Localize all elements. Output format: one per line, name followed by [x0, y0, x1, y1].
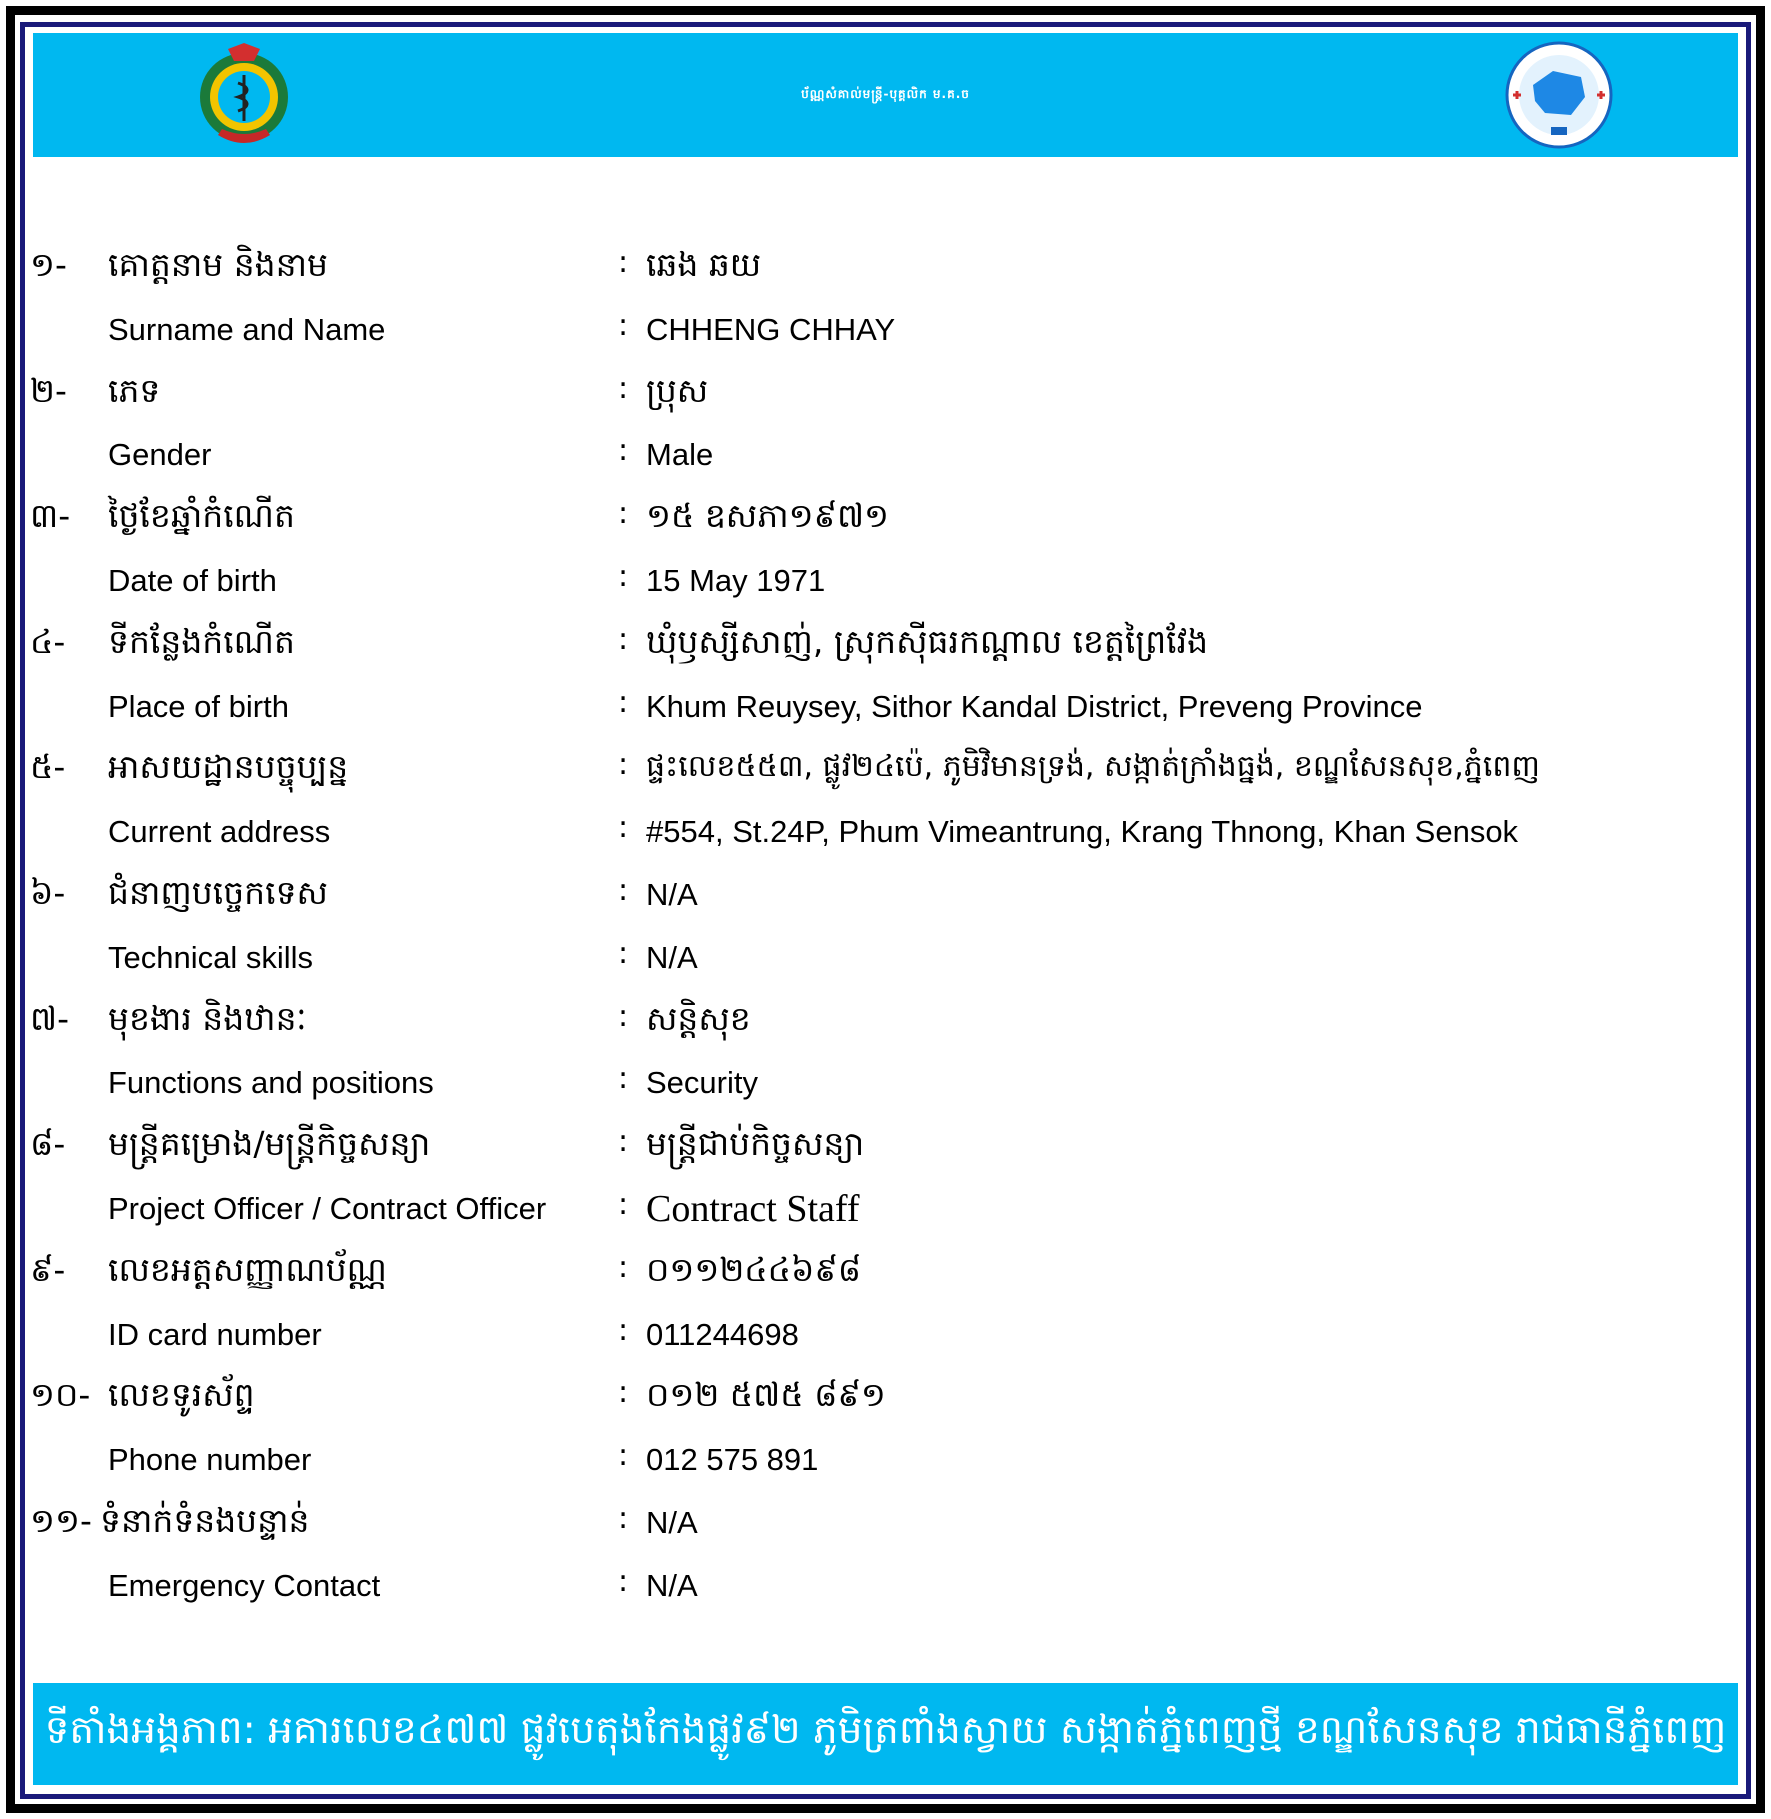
cnm-circular-logo-icon — [1505, 41, 1613, 149]
field-row-gender-en — [0, 433, 1771, 496]
field-value-en: Security — [646, 1065, 758, 1101]
field-row-address-en — [0, 810, 1771, 873]
field-row-birthplace-kh — [0, 622, 1771, 685]
field-label-kh: អាសយដ្ឋានបច្ចុប្បន្ន — [108, 747, 349, 787]
field-label-en: Project Officer / Contract Officer — [108, 1190, 547, 1226]
field-row-phone-en — [0, 1438, 1771, 1501]
field-value-kh: N/A — [646, 876, 698, 912]
colon: : — [618, 1312, 629, 1348]
field-value-kh: ០១១២៤៤៦៩៨ — [646, 1249, 862, 1289]
colon: : — [618, 621, 629, 657]
field-value-en: 011244698 — [646, 1316, 799, 1352]
colon: : — [618, 998, 629, 1034]
colon: : — [618, 1249, 629, 1285]
field-label-en: Place of birth — [108, 688, 289, 724]
field-row-emergency-kh — [0, 1501, 1771, 1564]
field-number: ១០- — [30, 1375, 91, 1415]
field-label-en: Gender — [108, 437, 212, 473]
field-value-kh: ឆេង ឆយ — [646, 245, 762, 284]
field-value-kh: ប្រុស — [646, 370, 709, 410]
employee-fields — [0, 245, 1771, 1627]
field-label-kh: ទីកន្លែងកំណើត — [108, 621, 295, 661]
field-value-en: #554, St.24P, Phum Vimeantrung, Krang Thnong, Khan Sensok — [646, 814, 1519, 850]
field-value-en: Male — [646, 437, 714, 473]
field-label-kh: គោត្តនាម និងនាម — [108, 245, 328, 284]
colon: : — [618, 496, 629, 532]
field-value-en: 012 575 891 — [646, 1442, 819, 1478]
field-label-en: Date of birth — [108, 562, 277, 598]
field-row-position-en — [0, 1061, 1771, 1124]
field-number: ៤- — [30, 621, 66, 661]
field-label-kh: ភេទ — [108, 370, 161, 410]
colon: : — [618, 810, 629, 846]
field-label-en: Emergency Contact — [108, 1567, 381, 1603]
field-row-dob-kh — [0, 496, 1771, 559]
field-number: ៣- — [30, 496, 71, 536]
field-label-en: Surname and Name — [108, 311, 386, 347]
office-address: ទីតាំងអង្គភាព: អគារលេខ៤៧៧ ផ្លូវបេតុងកែងផ្លូវ៩២ ភូមិត្រពាំងស្វាយ សង្កាត់ភ្នំពេញថ្មី ខណ្ឌសែនសុខ រាជធានីភ្នំពេញ — [44, 1707, 1727, 1753]
field-value-en: Contract Staff — [646, 1187, 860, 1230]
field-row-id-en — [0, 1313, 1771, 1376]
field-value-kh: ១៥ ឧសភា១៩៧១ — [646, 496, 890, 536]
field-number: ១១- — [30, 1500, 92, 1540]
colon: : — [618, 433, 629, 469]
colon: : — [618, 245, 629, 280]
colon: : — [618, 1500, 629, 1536]
colon: : — [618, 684, 629, 720]
field-value-kh: ឃុំឫស្សីសាញ់, ស្រុកស៊ីធរកណ្តាល ខេត្តព្រៃវែង — [646, 621, 1209, 661]
field-value-en: CHHENG CHHAY — [646, 311, 896, 347]
colon: : — [618, 1563, 629, 1599]
field-row-phone-kh — [0, 1375, 1771, 1438]
colon: : — [618, 935, 629, 971]
colon: : — [618, 872, 629, 908]
field-row-name-en — [0, 308, 1771, 371]
field-value-kh: ០១២ ៥៧៥ ៨៩១ — [646, 1375, 886, 1415]
field-value-kh: N/A — [646, 1504, 698, 1540]
field-label-en: Technical skills — [108, 939, 314, 975]
field-label-kh: លេខអត្តសញ្ញាណប័ណ្ណ — [108, 1249, 387, 1289]
field-row-officer-type-en — [0, 1187, 1771, 1250]
field-number: ៧- — [30, 998, 69, 1038]
field-row-gender-kh — [0, 371, 1771, 434]
field-value-kh: មន្ត្រីជាប់កិច្ចសន្យា — [646, 1124, 865, 1164]
field-value-kh: សន្តិសុខ — [646, 998, 751, 1038]
field-value-en: N/A — [646, 939, 698, 975]
field-row-id-kh — [0, 1250, 1771, 1313]
field-value-en: 15 May 1971 — [646, 562, 826, 598]
colon: : — [618, 1186, 629, 1222]
field-row-skills-en — [0, 936, 1771, 999]
card-title: ប័ណ្ណសំគាល់មន្ត្រី-បុគ្គលិក ម.គ.ច — [801, 87, 970, 101]
field-row-skills-kh — [0, 873, 1771, 936]
field-label-en: ID card number — [108, 1316, 322, 1352]
field-label-kh: ជំនាញបច្ចេកទេស — [108, 872, 328, 912]
field-label-en: Functions and positions — [108, 1065, 434, 1101]
field-row-position-kh — [0, 999, 1771, 1062]
field-value-en: N/A — [646, 1567, 698, 1603]
field-row-dob-en — [0, 559, 1771, 622]
colon: : — [618, 1124, 629, 1160]
footer-banner — [33, 1683, 1738, 1785]
field-number: ៨- — [30, 1124, 66, 1164]
field-value-kh: ផ្ទះលេខ៥៥៣, ផ្លូវ២៤ប៉េ, ភូមិវិមានទ្រង់, សង្កាត់ក្រាំងធ្នង់, ខណ្ឌសែនសុខ,ភ្នំពេញ — [646, 749, 1540, 785]
ministry-emblem-icon — [188, 39, 300, 151]
field-label-kh: មុខងារ និងឋានៈ — [108, 998, 307, 1038]
header-banner — [33, 33, 1738, 157]
field-label-kh: ថ្ងៃខែឆ្នាំកំណើត — [108, 496, 295, 536]
colon: : — [618, 370, 629, 406]
field-number: ៩- — [30, 1249, 66, 1289]
field-row-name-kh — [0, 245, 1771, 308]
colon: : — [618, 1375, 629, 1411]
field-row-address-kh — [0, 747, 1771, 810]
field-label-en: Phone number — [108, 1442, 312, 1478]
field-number: ៦- — [30, 872, 66, 912]
field-label-en: Current address — [108, 814, 331, 850]
colon: : — [618, 1061, 629, 1097]
field-row-birthplace-en — [0, 685, 1771, 748]
field-row-emergency-en — [0, 1564, 1771, 1627]
field-number: ៥- — [30, 747, 66, 787]
field-label-kh: មន្ត្រីគម្រោង/មន្ត្រីកិច្ចសន្យា — [108, 1124, 431, 1164]
field-value-en: Khum Reuysey, Sithor Kandal District, Preveng Province — [646, 688, 1423, 724]
field-label-kh: លេខទូរស័ព្ទ — [108, 1375, 255, 1415]
field-number: ២- — [30, 370, 67, 410]
colon: : — [618, 747, 629, 783]
colon: : — [618, 558, 629, 594]
colon: : — [618, 1438, 629, 1474]
colon: : — [618, 307, 629, 343]
field-row-officer-type-kh — [0, 1124, 1771, 1187]
field-label-kh: ទំនាក់ទំនងបន្ទាន់ — [100, 1500, 310, 1540]
field-number: ១- — [30, 245, 67, 284]
